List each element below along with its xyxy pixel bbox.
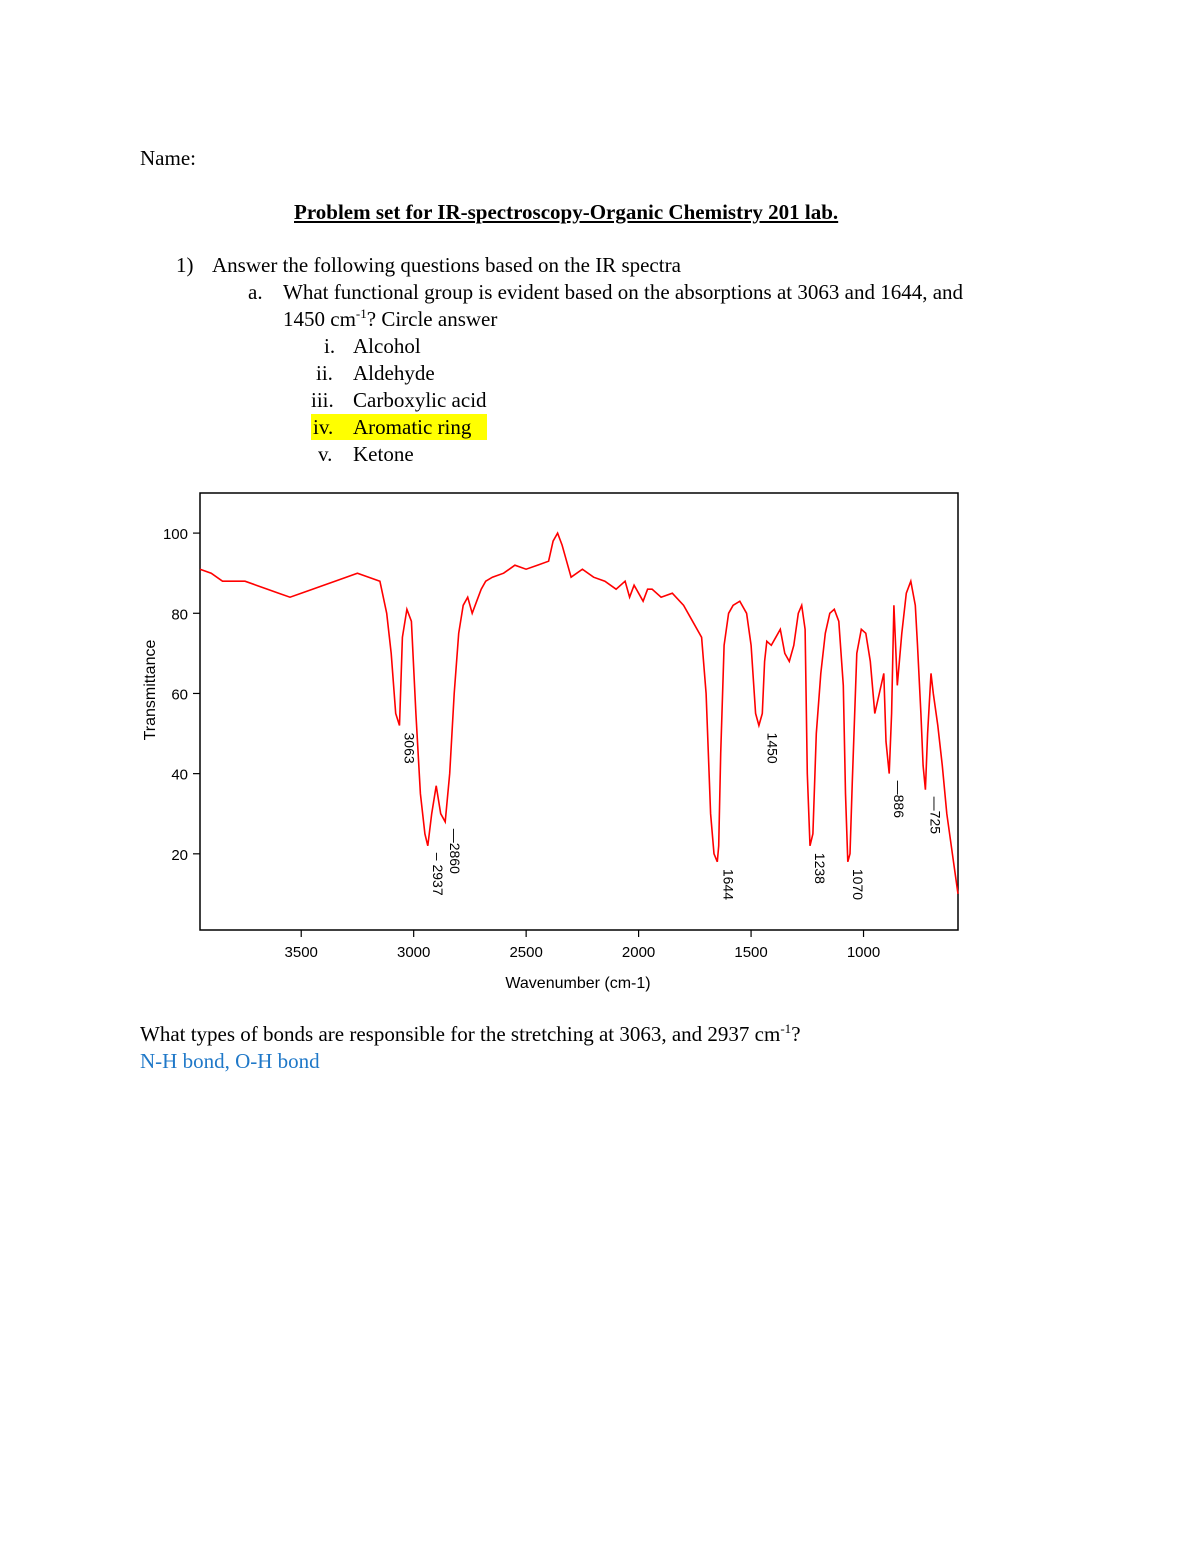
y-tick-label-20: 20 — [171, 846, 188, 864]
option-carboxylic-acid: Carboxylic acid — [353, 388, 487, 412]
option-2-num: ii. — [316, 361, 333, 385]
question-1-text: Answer the following questions based on the IR spectra — [212, 253, 681, 277]
peak-label-7: —886 — [891, 780, 908, 819]
y-tick-label-80: 80 — [171, 606, 188, 624]
option-1-num: i. — [324, 334, 336, 358]
question-2-answer: N-H bond, O-H bond — [140, 1049, 320, 1073]
peak-label-8: —725 — [927, 796, 944, 835]
question-1-number: 1) — [176, 253, 194, 277]
question-2-sup: -1 — [780, 1021, 792, 1036]
x-tick-label-3000: 3000 — [396, 944, 431, 961]
peak-label-4: 1450 — [764, 732, 781, 764]
peak-label-2: —2860 — [447, 828, 464, 874]
option-aromatic-ring: Aromatic ring — [353, 415, 472, 439]
question-1a-line2-pre: 1450 cm — [283, 307, 356, 331]
y-tick-label-40: 40 — [171, 766, 188, 784]
peak-label-6: 1070 — [849, 868, 866, 901]
question-1a-letter: a. — [248, 280, 263, 304]
x-tick-label-2500: 2500 — [509, 944, 543, 961]
x-tick-label-3500: 3500 — [284, 944, 318, 961]
y-axis-label: Transmittance — [142, 639, 159, 741]
y-tick-label-60: 60 — [171, 686, 188, 704]
option-3-num: iii. — [311, 388, 334, 412]
peak-label-1: – 2937 — [429, 852, 446, 896]
option-ketone: Ketone — [353, 442, 414, 466]
option-4-num: iv. — [313, 415, 334, 439]
peak-label-0: 3063 — [401, 732, 418, 764]
spectrum-line — [200, 533, 958, 894]
question-1a-line1: What functional group is evident based on the absorptions at 3063 and 1644, and — [283, 280, 964, 304]
peak-annotations — [402, 733, 944, 901]
peak-label-5: 1238 — [811, 852, 828, 884]
x-tick-label-2000: 2000 — [621, 944, 656, 961]
name-label: Name: — [140, 146, 196, 170]
y-tick-label-100: 100 — [162, 526, 188, 544]
question-1a-line2-post: ? Circle answer — [366, 307, 498, 331]
question-2-post: ? — [791, 1022, 801, 1046]
question-2-text — [140, 1021, 801, 1047]
x-axis-ticks — [285, 930, 881, 961]
option-aldehyde: Aldehyde — [353, 361, 435, 385]
peak-label-3: 1644 — [720, 868, 737, 901]
x-tick-label-1500: 1500 — [734, 944, 768, 961]
question-2-pre: What types of bonds are responsible for the stretching at 3063, and 2937 cm — [140, 1022, 781, 1046]
question-1a-line2-sup: -1 — [355, 306, 367, 321]
y-axis-ticks — [163, 526, 200, 864]
option-alcohol: Alcohol — [353, 334, 421, 358]
x-tick-label-1000: 1000 — [846, 944, 881, 961]
option-5-num: v. — [318, 442, 333, 466]
page-title: Problem set for IR-spectroscopy-Organic Chemistry 201 lab. — [294, 200, 839, 224]
x-axis-label: Wavenumber (cm-1) — [505, 975, 651, 992]
